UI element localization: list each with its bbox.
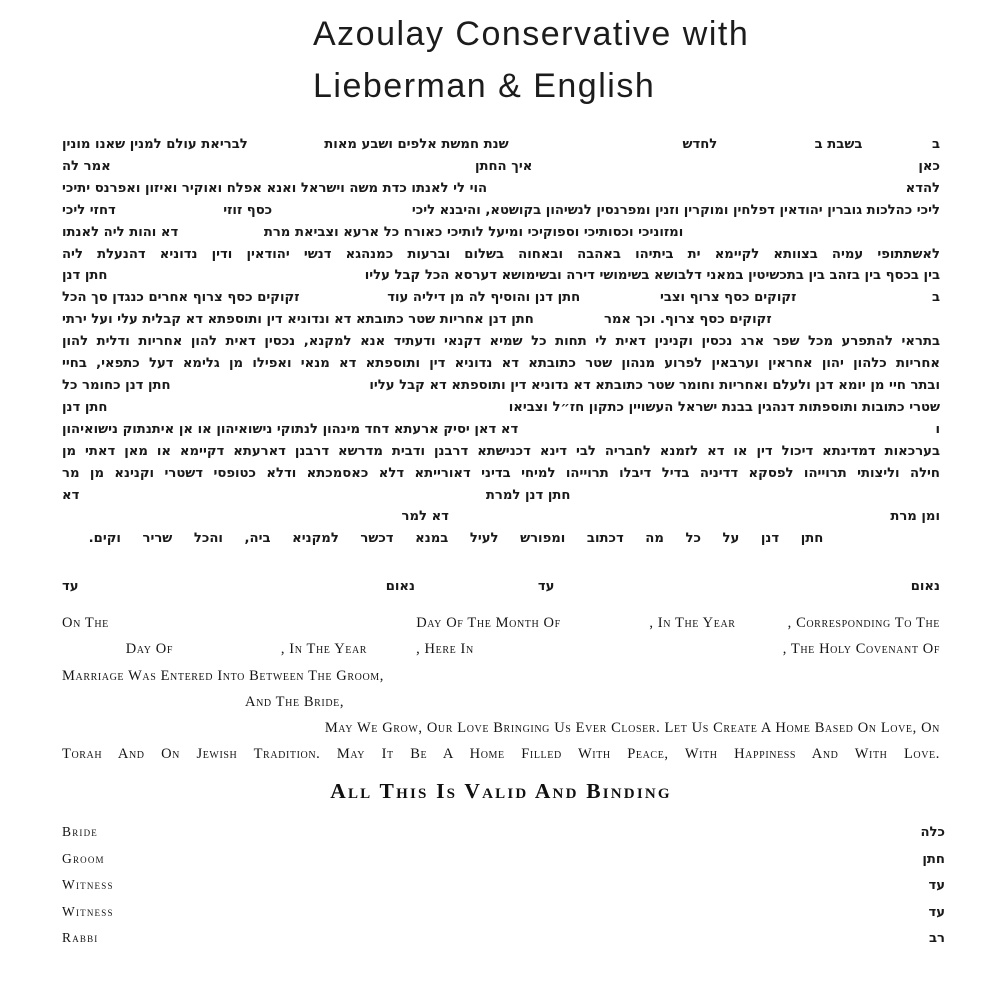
blank-fill-space <box>474 636 783 662</box>
signature-block <box>62 824 945 957</box>
hebrew-text-segment: כאן <box>918 158 940 174</box>
blank-fill-space <box>111 156 475 178</box>
blank-fill-space <box>518 419 935 441</box>
hebrew-text-segment: ומן מרת <box>890 509 940 525</box>
title-line-1: Azoulay Conservative with <box>313 15 750 53</box>
hebrew-text-segment: ובתר חיי מן יומא דנן ולעלם ואחריות וחומר שטר כתובתא דא נדוניא דין ותוספתא דא קבל עליו <box>369 377 940 393</box>
hebrew-text-segment: הוי לי לאנתו כדת משה וישראל ואנא אפלח ואוקיר ואיזון ואפרנס יתיכי <box>62 180 488 196</box>
hebrew-text-segment: דא דאן יסיק ארעתא דחד מינהון לנתוקי נישואיהון או אן איתנתוק נישואיהון <box>62 421 519 437</box>
english-line-4: And The Bride, <box>245 693 345 710</box>
hebrew-line-1 <box>62 134 940 156</box>
hebrew-line-17 <box>62 485 940 507</box>
hebrew-line-12 <box>62 375 940 397</box>
blank-fill-space <box>116 200 223 222</box>
hebrew-text-segment: לבריאת עולם למנין שאנו מונין <box>62 137 248 152</box>
hebrew-line-5 <box>62 222 940 244</box>
blank-fill-space <box>862 134 932 156</box>
blank-fill-space <box>561 610 650 636</box>
hebrew-text-segment: זקוקים כסף צרוף וצבי <box>659 290 797 306</box>
blank-fill-space <box>449 506 890 528</box>
document-title <box>313 8 749 112</box>
signature-label-he: רב <box>929 931 945 947</box>
hebrew-text-segment: להדא <box>905 180 940 196</box>
hebrew-text-segment: ב <box>931 137 940 152</box>
english-text-segment: , Corresponding To The <box>787 615 940 631</box>
english-line-3: Marriage Was Entered Into Between The Groom, <box>62 667 384 684</box>
english-text-segment: May We Grow, Our Love Bringing Us Ever Closer. Let Us Create A Home Based On Love, On <box>324 720 940 737</box>
blank-fill-space <box>532 156 918 178</box>
blank-fill-space <box>796 287 932 309</box>
hebrew-line-19: חתן דנן על כל מה דכתוב ומפורש לעיל במנא דכשר למקניא ביה, והכל שריר וקים. <box>88 531 824 547</box>
blank-fill-space <box>272 200 412 222</box>
signature-label-en: Bride <box>62 824 99 839</box>
blank-fill-space <box>62 715 325 741</box>
blank-fill-space <box>62 506 402 528</box>
english-text-block <box>62 610 940 806</box>
hebrew-text-segment: חתן דנן והוסיף לה מן דיליה עוד <box>387 290 581 306</box>
hebrew-text-segment: איך החתן <box>474 158 533 174</box>
blank-fill-space <box>736 610 788 636</box>
signature-label-en: Groom <box>62 850 105 866</box>
english-text-segment: , Here In <box>416 641 474 658</box>
signature-row-bride <box>62 824 945 851</box>
hebrew-text-segment: זקוקים כסף צרוף. וכך אמר <box>603 312 772 328</box>
english-line-2 <box>62 636 940 662</box>
blank-fill-space <box>109 610 416 636</box>
signature-label-en: Witness <box>62 903 114 919</box>
hebrew-witness-signature-line <box>62 576 940 598</box>
blank-fill-space <box>570 485 940 507</box>
signature-row-witness-2 <box>62 904 945 931</box>
blank-fill-space <box>772 309 940 331</box>
signature-label-he: עד <box>928 878 945 894</box>
hebrew-line-11: אחריות כלהון יהון אחראין וערבאין לפרוע מנהון שטר כתובתא דא נדוניא דין ותוספתא דא מנאי ואפילו מן גלימא דעל כתפאי, בחיי <box>62 356 940 372</box>
hebrew-text-segment: דא למר <box>401 509 449 525</box>
hebrew-text-segment: דא והות ליה לאנתו <box>62 224 179 240</box>
blank-fill-space <box>580 287 660 309</box>
hebrew-witness-label: עד <box>62 579 79 595</box>
english-text-segment: On The <box>62 615 109 631</box>
blank-fill-space <box>107 265 364 287</box>
valid-and-binding-heading: All This Is Valid And Binding <box>330 778 672 803</box>
hebrew-line-15: בערכאות דמדינתא דיכול דין או דא לזמנא לחבריה לבי דינא דכנישתא דרבנן ודבית מדרשא דרבנן דארעתא דקיימא או מאן דאתי מן <box>62 443 940 459</box>
hebrew-line-18 <box>62 506 940 528</box>
blank-fill-space <box>79 485 486 507</box>
signature-blank <box>79 576 386 598</box>
signature-label-he: חתן <box>922 851 945 867</box>
hebrew-text-segment: חתן דנן כחומר כל <box>62 377 171 393</box>
signature-label-en: Witness <box>62 877 114 893</box>
hebrew-witness-label: עד <box>537 579 555 595</box>
hebrew-line-6: לאשתתופי עמיה בצוותא לקיימא ית ביתיהו באהבה ובאחוה בשלום וברעות כמנהגא דנשי יהודאין ודין נדוניא דהנעלת ליה <box>62 246 940 262</box>
hebrew-text-segment: בשבת ב <box>814 137 863 152</box>
title-line-2: Lieberman & English <box>313 67 656 105</box>
hebrew-line-16: חילה וליצותי תרוייהו לפסקא דדיניה בדיל דיבלו תרוייהו למיחי בדיני דאורייתא דלא כאסמכתא ודלא כטופסי דשטרי וקנינא מן מר <box>62 465 940 481</box>
english-text-segment: Day Of The Month Of <box>416 615 561 631</box>
hebrew-text-segment: כסף זוזי <box>223 202 273 218</box>
english-text-segment: , In The Year <box>649 615 736 631</box>
hebrew-text-block <box>62 134 940 598</box>
hebrew-line-14 <box>62 419 940 441</box>
english-line-1 <box>62 610 940 636</box>
hebrew-line-7 <box>62 265 940 287</box>
hebrew-text-segment: חתן דנן למרת <box>485 487 571 503</box>
english-text-segment: , In The Year <box>280 641 368 658</box>
blank-fill-space <box>62 636 126 662</box>
english-text-segment: , The Holy Covenant Of <box>782 641 940 658</box>
hebrew-signed-label: נאום <box>385 579 415 595</box>
blank-fill-space <box>178 222 264 244</box>
hebrew-text-segment: דחזי ליכי <box>62 202 116 218</box>
blank-fill-space <box>171 375 370 397</box>
blank-fill-space <box>534 309 604 331</box>
signature-row-groom <box>62 851 945 878</box>
signature-label-en: Rabbi <box>62 930 99 946</box>
hebrew-text-segment: זקוקים כסף צרוף אחרים כנגדן סך הכל <box>62 290 300 306</box>
blank-fill-space <box>107 397 508 419</box>
blank-fill-space <box>683 222 940 244</box>
hebrew-text-segment: בין בכסף בין בזהב בין בתכשיטין במאני דלבושא בשימושי דירה ובשימושא דערסא הכל קבל עליו <box>364 268 940 284</box>
hebrew-line-8 <box>62 287 940 309</box>
hebrew-line-4 <box>62 200 940 222</box>
english-line-6: Torah And On Jewish Tradition. May It Be A Home Filled With Peace, With Happiness And With Love. <box>62 746 940 763</box>
signature-blank <box>554 576 910 598</box>
blank-fill-space <box>717 134 814 156</box>
hebrew-text-segment: ליכי כהלכות גוברין יהודאין דפלחין ומוקרין וזנין ומפרנסין לנשיהון בקושטא, והיבנא ליכי <box>411 202 940 218</box>
hebrew-text-segment: חתן דנן <box>62 268 108 284</box>
signature-row-witness-1 <box>62 877 945 904</box>
hebrew-text-segment: שנת חמשת אלפים ושבע מאות <box>324 137 509 152</box>
hebrew-text-segment: חתן דנן אחריות שטר כתובתא דא ונדוניא דין ותוספתא דא קבלית עלי ועל ירתי <box>62 312 534 328</box>
signature-label-he: כלה <box>920 825 945 840</box>
hebrew-line-13 <box>62 397 940 419</box>
english-text-segment: Day Of <box>125 641 173 658</box>
hebrew-line-10: בתראי להתפרע מכל שפר ארג נכסין וקנינין דאית לי תחות כל שמיא דקנאי ודעתיד אנא למקנא, נכסין דאית להון אחריות ודלית להון <box>62 334 940 350</box>
hebrew-line-3 <box>62 178 940 200</box>
blank-fill-space <box>248 134 325 156</box>
hebrew-text-segment: ו <box>935 421 940 437</box>
blank-fill-space <box>300 287 388 309</box>
hebrew-text-segment: שטרי כתובות ותוספתות דנהגין בבנת ישראל העשויין כתקון חז״ל וצביאו <box>508 399 940 415</box>
hebrew-text-segment: חתן דנן <box>62 399 108 415</box>
blank-fill-space <box>509 134 683 156</box>
signature-blank <box>415 576 538 598</box>
hebrew-line-9 <box>62 309 940 331</box>
blank-fill-space <box>487 178 906 200</box>
hebrew-text-segment: ומזוניכי וכסותיכי וספוקיכי ומיעל לותיכי כאורח כל ארעא וצביאת מרת <box>263 224 684 240</box>
signature-row-rabbi <box>62 930 945 957</box>
hebrew-text-segment: ב <box>931 290 940 306</box>
blank-fill-space <box>173 636 281 662</box>
hebrew-line-2 <box>62 156 940 178</box>
hebrew-signed-label: נאום <box>910 579 940 595</box>
english-line-5 <box>62 715 940 741</box>
blank-fill-space <box>367 636 416 662</box>
signature-label-he: עד <box>928 904 945 920</box>
hebrew-text-segment: אמר לה <box>62 158 111 174</box>
hebrew-text-segment: דא <box>62 487 80 503</box>
hebrew-text-segment: לחדש <box>682 137 718 152</box>
